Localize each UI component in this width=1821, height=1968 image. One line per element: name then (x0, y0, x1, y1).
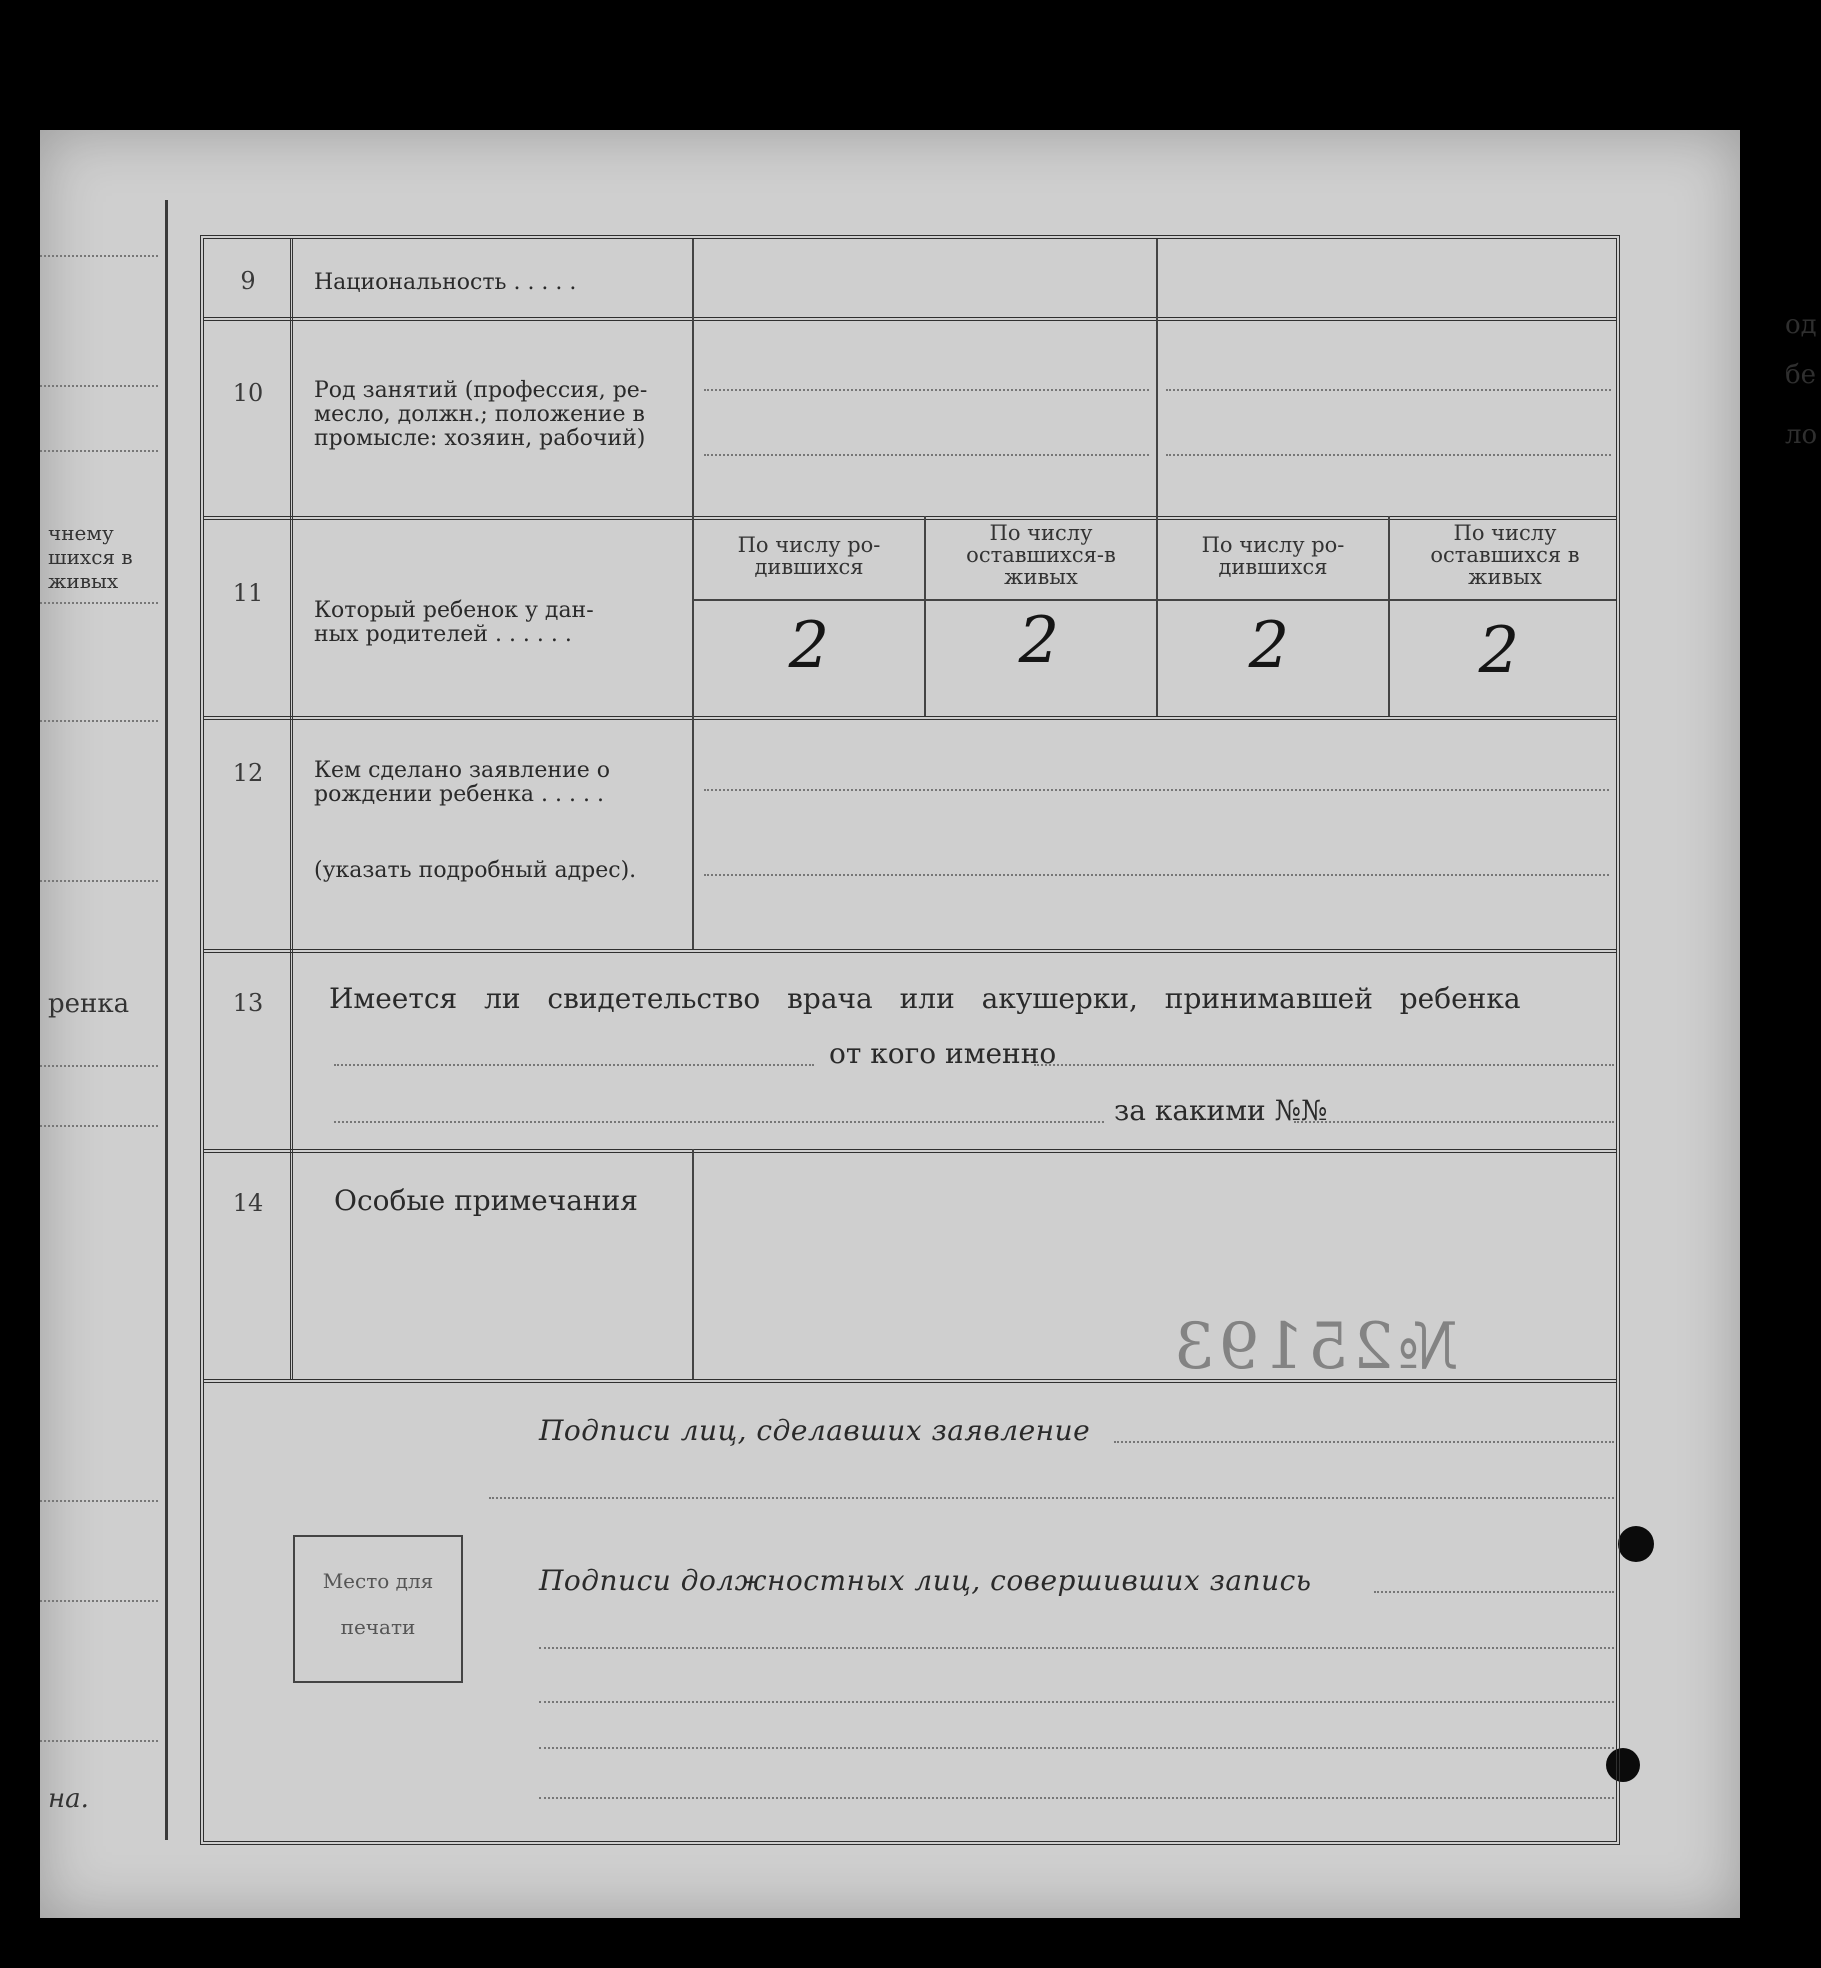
applicants-signature-label: Подписи лиц, сделавших заявление (539, 1414, 1091, 1447)
right-fragment-2: бе (1785, 360, 1817, 390)
from-whom-label: от кого именно (829, 1037, 1057, 1070)
stamped-number: №25193 (1170, 1310, 1459, 1384)
subheader-alive-1: По числу оставшихся-в живых (966, 521, 1116, 590)
handwritten-value-alive-1: 2 (1018, 604, 1060, 678)
stamp-place-line-2: печати (340, 1615, 416, 1639)
numbers-label: за какими №№ (1114, 1094, 1328, 1127)
subheader-born-2: По числу ро- дившихся (1201, 533, 1345, 580)
right-fragment-1: од (1785, 310, 1817, 340)
left-fragment-3: живых (48, 569, 119, 593)
handwritten-value-born-2: 2 (1248, 609, 1290, 683)
left-fragment-4: ренка (48, 989, 130, 1019)
occupation-label: Род занятий (профессия, ре- месло, должн.; положение в промысле: хозяин, рабочий) (314, 378, 648, 452)
row-number-14: 14 (232, 1189, 264, 1217)
left-fragment-5: на. (48, 1784, 89, 1814)
subheader-born-1: По числу ро- дившихся (737, 533, 881, 580)
stamp-place-line-1: Место для (322, 1569, 434, 1593)
row-number-12: 12 (232, 759, 264, 787)
row-number-13: 13 (232, 989, 264, 1017)
applicant-label: Кем сделано заявление о рождении ребенка . . . . . (314, 758, 610, 808)
subheader-alive-2: По числу оставшихся в живых (1430, 521, 1580, 590)
special-notes-label: Особые примечания (334, 1184, 638, 1217)
punch-hole (1618, 1526, 1654, 1562)
next-page-edge (1781, 210, 1821, 1510)
left-fragment-2: шихся в (48, 545, 133, 569)
address-note: (указать подробный адрес). (314, 858, 637, 883)
row-number-11: 11 (232, 579, 264, 607)
left-fragment-1: чнему (48, 521, 114, 545)
certificate-question: Имеется ли свидетельство врача или акушерки, принимавшей ребенка (329, 982, 1521, 1015)
officials-signature-label: Подписи должностных лиц, совершивших запись (539, 1564, 1312, 1597)
handwritten-value-alive-2: 2 (1478, 614, 1520, 688)
nationality-label: Национальность . . . . . (314, 270, 577, 295)
previous-page-edge (40, 200, 168, 1840)
handwritten-value-born-1: 2 (788, 609, 830, 683)
row-number-10: 10 (232, 379, 264, 407)
stamp-place-box (293, 1535, 463, 1683)
child-order-label: Который ребенок у дан- ных родителей . . . . . . (314, 598, 594, 648)
row-number-9: 9 (240, 267, 256, 295)
right-fragment-3: ло (1785, 420, 1818, 450)
